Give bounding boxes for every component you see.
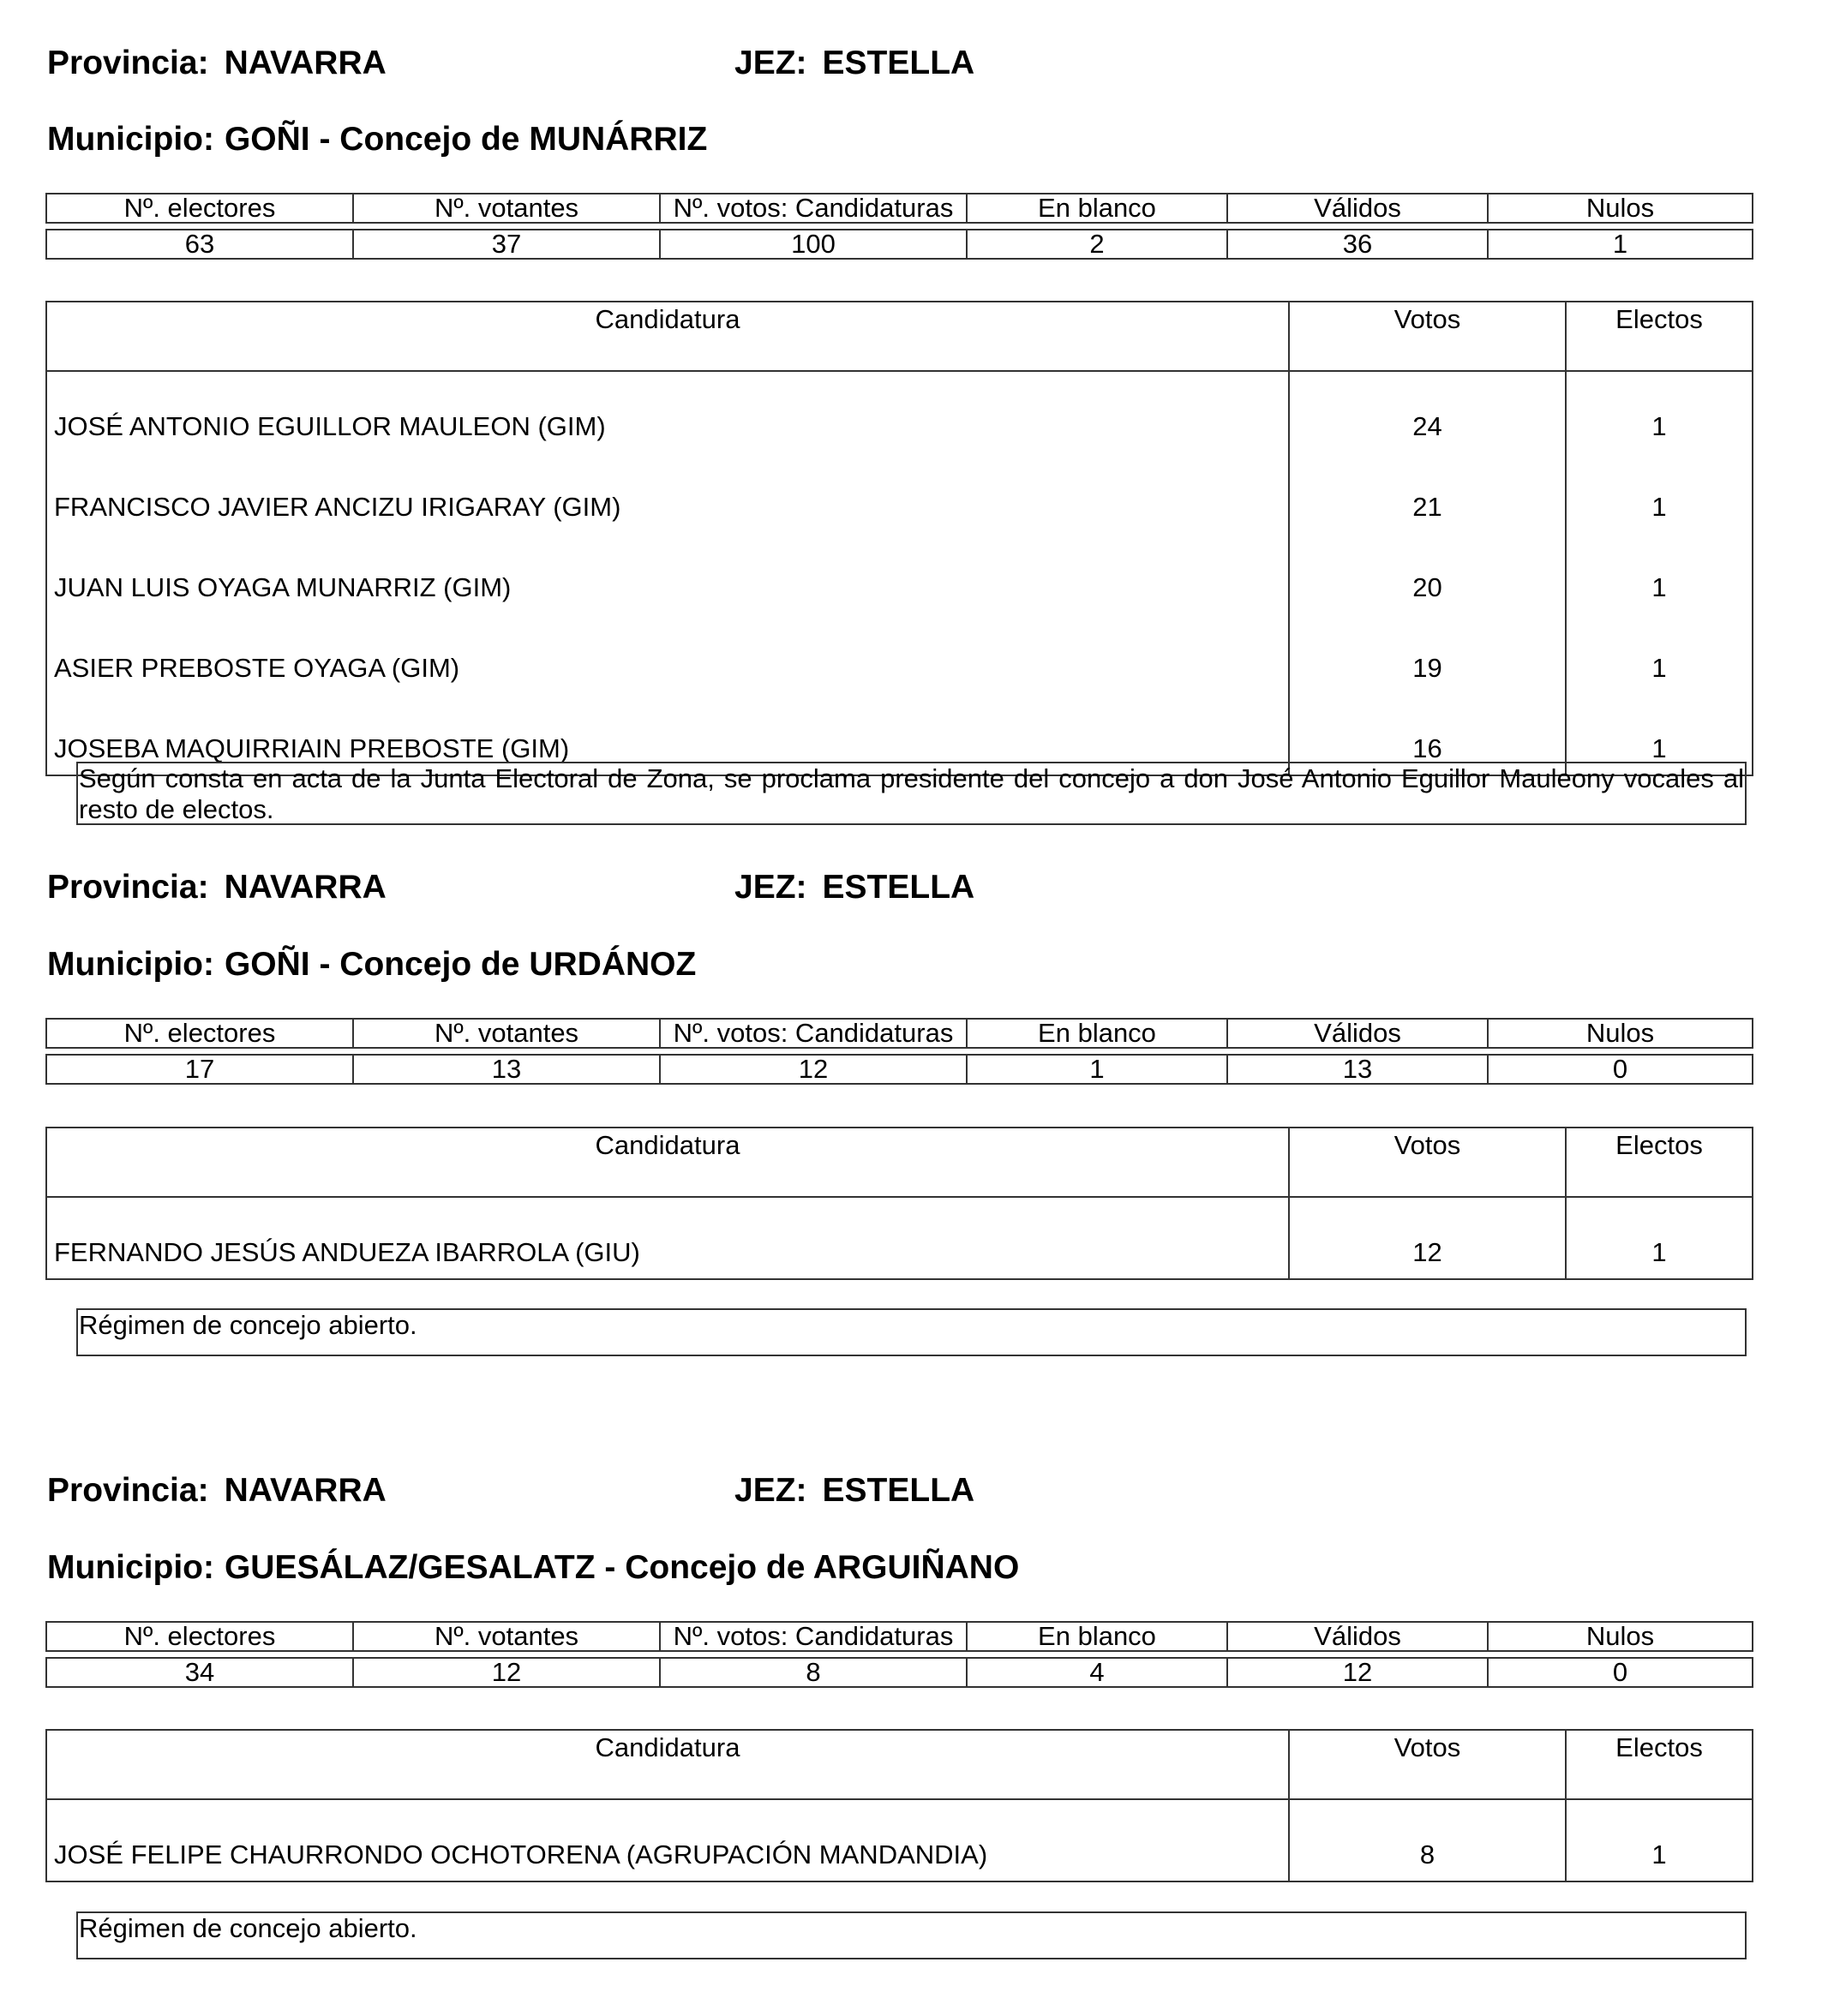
stats-table [45,1621,1753,1688]
stats-value: 8 [660,1658,967,1687]
stats-value: 1 [1488,230,1753,259]
stats-header: Nulos [1488,1019,1753,1048]
table-row [46,533,1753,613]
stats-header: Nº. electores [46,1019,353,1048]
provincia-line [47,45,387,82]
stats-value: 4 [967,1658,1227,1687]
stats-header-row [46,1622,1753,1651]
stats-header: Nº. votos: Candidaturas [660,1622,967,1651]
candidate-votos: 24 [1289,371,1566,452]
candidate-name: JOSÉ ANTONIO EGUILLOR MAULEON (GIM) [46,371,1289,452]
provincia-value: NAVARRA [224,45,387,81]
jez-line [734,1472,974,1510]
stats-value: 63 [46,230,353,259]
candidate-name: ASIER PREBOSTE OYAGA (GIM) [46,613,1289,694]
stats-header: Nº. votos: Candidaturas [660,1019,967,1048]
municipio-label: Municipio: [47,946,214,983]
stats-value: 34 [46,1658,353,1687]
stats-header: Nº. electores [46,1622,353,1651]
electos-header: Electos [1566,1128,1753,1197]
candidate-name: JOSÉ FELIPE CHAURRONDO OCHOTORENA (AGRUPACIÓN MANDANDIA) [46,1799,1289,1881]
municipio-line [47,1549,1019,1587]
stats-header: Nº. votantes [353,194,660,223]
stats-header: Nº. votantes [353,1622,660,1651]
candidates-table [45,1729,1753,1882]
provincia-value: NAVARRA [224,1472,387,1509]
stats-header: Válidos [1227,194,1488,223]
candidates-header-row [46,1128,1753,1197]
provincia-label: Provincia: [47,869,209,906]
stats-value: 12 [660,1055,967,1084]
stats-value-row [46,230,1753,259]
stats-table [45,193,1753,260]
candidate-electos: 1 [1566,452,1753,533]
candidate-name: JUAN LUIS OYAGA MUNARRIZ (GIM) [46,533,1289,613]
stats-header: Válidos [1227,1019,1488,1048]
jez-value: ESTELLA [822,869,975,906]
candidate-electos: 1 [1566,694,1753,775]
stats-value: 0 [1488,1658,1753,1687]
candidates-header-row [46,1730,1753,1799]
candidatura-header: Candidatura [46,1128,1289,1197]
table-row [46,1799,1753,1881]
votos-header: Votos [1289,1128,1566,1197]
stats-value: 13 [353,1055,660,1084]
jez-line [734,869,974,906]
candidate-electos: 1 [1566,1799,1753,1881]
candidate-electos: 1 [1566,613,1753,694]
provincia-line [47,869,387,906]
stats-value: 37 [353,230,660,259]
stats-value-row [46,1055,1753,1084]
stats-value: 1 [967,1055,1227,1084]
electos-header: Electos [1566,1730,1753,1799]
candidate-votos: 21 [1289,452,1566,533]
stats-value: 2 [967,230,1227,259]
table-row [46,371,1753,452]
stats-header: En blanco [967,1019,1227,1048]
candidate-votos: 19 [1289,613,1566,694]
candidate-electos: 1 [1566,533,1753,613]
table-row [46,452,1753,533]
municipio-label: Municipio: [47,121,214,158]
stats-header: Nº. votantes [353,1019,660,1048]
votos-header: Votos [1289,302,1566,371]
stats-value: 12 [353,1658,660,1687]
stats-value: 36 [1227,230,1488,259]
candidate-votos: 16 [1289,694,1566,775]
jez-value: ESTELLA [822,45,975,81]
municipio-line [47,946,696,984]
candidatura-header: Candidatura [46,1730,1289,1799]
jez-line [734,45,974,82]
stats-header-row [46,194,1753,223]
stats-header: Nº. electores [46,194,353,223]
stats-value: 13 [1227,1055,1488,1084]
note-box: Régimen de concejo abierto. [76,1911,1747,1959]
candidate-name: FERNANDO JESÚS ANDUEZA IBARROLA (GIU) [46,1197,1289,1279]
provincia-value: NAVARRA [224,869,387,906]
candidate-electos: 1 [1566,1197,1753,1279]
stats-header: Nulos [1488,194,1753,223]
stats-header: Nº. votos: Candidaturas [660,194,967,223]
candidates-header-row [46,302,1753,371]
municipio-value: GUESÁLAZ/GESALATZ - Concejo de ARGUIÑANO [224,1549,1020,1586]
note-box: Según consta en acta de la Junta Electoral de Zona, se proclama presidente del concejo a don José Antonio Eguillor Mauleony vocales al resto de electos. [76,762,1747,825]
provincia-label: Provincia: [47,45,209,81]
stats-value: 12 [1227,1658,1488,1687]
stats-value: 100 [660,230,967,259]
votos-header: Votos [1289,1730,1566,1799]
jez-label: JEZ: [734,1472,807,1509]
provincia-line [47,1472,387,1510]
candidates-table [45,1127,1753,1280]
candidate-name: FRANCISCO JAVIER ANCIZU IRIGARAY (GIM) [46,452,1289,533]
candidate-name: JOSEBA MAQUIRRIAIN PREBOSTE (GIM) [46,694,1289,775]
table-row [46,613,1753,694]
provincia-label: Provincia: [47,1472,209,1509]
electos-header: Electos [1566,302,1753,371]
municipio-line [47,121,707,159]
municipio-value: GOÑI - Concejo de MUNÁRRIZ [224,121,708,158]
stats-header: En blanco [967,1622,1227,1651]
stats-value: 0 [1488,1055,1753,1084]
stats-table [45,1018,1753,1085]
candidatura-header: Candidatura [46,302,1289,371]
stats-header: En blanco [967,194,1227,223]
stats-value: 17 [46,1055,353,1084]
municipio-label: Municipio: [47,1549,214,1586]
candidate-electos: 1 [1566,371,1753,452]
candidate-votos: 12 [1289,1197,1566,1279]
stats-header-row [46,1019,1753,1048]
candidate-votos: 20 [1289,533,1566,613]
table-row [46,1197,1753,1279]
stats-header: Válidos [1227,1622,1488,1651]
jez-label: JEZ: [734,45,807,81]
jez-value: ESTELLA [822,1472,975,1509]
stats-value-row [46,1658,1753,1687]
stats-header: Nulos [1488,1622,1753,1651]
municipio-value: GOÑI - Concejo de URDÁNOZ [224,946,697,983]
note-box: Régimen de concejo abierto. [76,1308,1747,1356]
candidates-table [45,301,1753,776]
candidate-votos: 8 [1289,1799,1566,1881]
jez-label: JEZ: [734,869,807,906]
